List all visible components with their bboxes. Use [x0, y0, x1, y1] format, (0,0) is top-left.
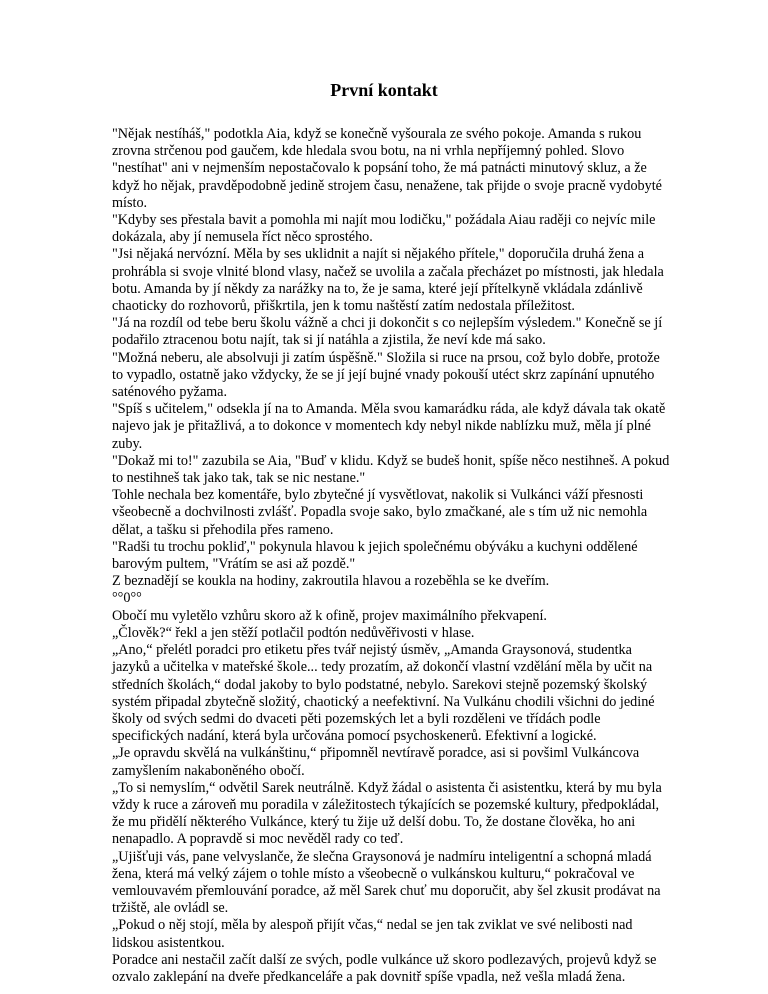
document-title: První kontakt: [330, 80, 438, 100]
paragraph: "Radši tu trochu pokliď," pokynula hlavou k jejich společnému obýváku a kuchyni oddělené barovým pultem, "Vrátím se asi až pozdě.": [112, 538, 638, 573]
paragraph: „Ano,“ přelétl poradci pro etiketu přes tvář nejistý úsměv, „Amanda Graysonová, studentka jazyků a učitelka v mateřské škole... tedy prozatím, až dokončí vlastní vzdělání měla by učit na středních školách,“ dodal jakoby to bylo podstatné, nebylo. Sarekovi stejně pozemský školský systém připadal zbytečně složitý, chaotický a neefektivní. Na Vulkánu chodili všichni do jediné školy od svých sedmi do dvaceti pěti pozemských let a byli rozděleni ve třídách podle specifických nadání, která byla určována pomocí psychoskenerů. Efektivní a logické.: [112, 642, 655, 745]
paragraph: „Ujišťuji vás, pane velvyslanče, že slečna Graysonová je nadmíru inteligentní a schopná mladá žena, která má velký zájem o tohle místo a všeobecně o vulkánskou kulturu,“ pokračoval ve vemlouvavém přemlouvání poradce, až měl Sarek chuť mu doporučit, aby šel zkusit prodávat na tržiště, ale ovládl se.: [112, 848, 661, 917]
paragraph: „To si nemyslím,“ odvětil Sarek neutrálně. Když žádal o asistenta či asistentku, která by mu byla vždy k ruce a zároveň mu poradila v záležitostech týkajících se pozemské kultury, předpokládal, že mu přidělí některého Vulkánce, který tu žije už delší dobu. To, že dostane člověka, ho ani nenapadlo. A popravdě si moc nevěděl rady co teď.: [112, 779, 662, 848]
document-body: [112, 126, 672, 986]
paragraph: "Jsi nějaká nervózní. Měla by ses uklidnit a najít si nějakého přítele," doporučila druhá žena a prohrábla si svoje vlnité blond vlasy, načež se uvolila a začala přecházet po místnosti, jak hledala botu. Amanda by jí někdy za narážky na to, že je sama, které její přítelkyně vkládala zdánlivě chaoticky do rozhovorů, přiškrtila, jen k tomu naštěstí zatím nedostala příležitost.: [112, 246, 664, 315]
paragraph: "Spíš s učitelem," odsekla jí na to Amanda. Měla svou kamarádku ráda, ale když dávala tak okatě najevo jak je přitažlivá, a to dokonce v momentech kdy nebyl nikde nablízku muž, měla jí plné zuby.: [112, 401, 666, 452]
scene-separator: °°0°°: [112, 590, 142, 607]
paragraph: "Nějak nestíháš," podotkla Aia, když se konečně vyšourala ze svého pokoje. Amanda s rukou zrovna strčenou pod gaučem, kde hledala svou botu, na ni vrhla nepříjemný pohled. Slovo "nestíhat" ani v nejmenším nepostačovalo k popsání toho, že má patnácti minutový skluz, a že když ho nějak, pravděpodobně jedině strojem času, nenaženе, tak přijde o svoje pracně vydobyté místo.: [112, 126, 662, 211]
paragraph: "Dokaž mi to!" zazubila se Aia, "Buď v klidu. Když se budeš honit, spíše něco nestihneš. A pokud to nestihneš tak jako tak, tak se nic nestane.": [112, 452, 670, 487]
paragraph: "Kdyby ses přestala bavit a pomohla mi najít mou lodičku," požádala Aiau raději co nejvíc mile dokázala, aby jí nemusela říct něco sprostého.: [112, 212, 656, 246]
paragraph: Z beznadějí se koukla na hodiny, zakroutila hlavou a rozeběhla se ke dveřím.: [112, 573, 550, 590]
paragraph: „Člověk?“ řekl a jen stěží potlačil podtón nedůvěřivosti v hlase.: [112, 624, 475, 641]
paragraph: Tohle nechala bez komentáře, bylo zbytečné jí vysvětlovat, nakolik si Vulkánci váží přesnosti všeobecně a dochvilnosti zvlášť. Popadla svoje sako, bylo zmačkané, ale s tím už nic nemohla dělat, a tašku si přehodila přes rameno.: [112, 487, 648, 538]
paragraph: Obočí mu vyletělo vzhůru skoro až k ofině, projev maximálního překvapení.: [112, 607, 547, 624]
paragraph: "Já na rozdíl od tebe beru školu vážně a chci ji dokončit s co nejlepším výsledem." Konečně se jí podařilo ztracenou botu najít, tak si jí natáhla a zjistila, že neví kde má sako.: [112, 315, 663, 349]
paragraph: "Možná neberu, ale absolvuji ji zatím úspěšně." Složila si ruce na prsou, což bylo dobře, protože to vypadlo, ostatně jako vždycky, že se jí její bujné vnady pokouší utéct skrz zapínání upnutého saténového pyžama.: [112, 349, 660, 401]
paragraph: „Je opravdu skvělá na vulkánštinu,“ připomněl nevtíravě poradce, asi si povšiml Vulkáncova zamyšlením nakaboněného obočí.: [112, 745, 640, 779]
paragraph: Poradce ani nestačil začít další ze svých, podle vulkánce už skoro podlezavých, projevů když se ozvalo zaklepání na dveře předkanceláře a pak dovnitř spíše vpadla, než vešla mladá žena.: [112, 951, 657, 985]
paragraph: „Pokud o něj stojí, měla by alespoň přijít včas,“ nedal se jen tak zviklat ve své nelibosti nad lidskou asistentkou.: [112, 917, 633, 951]
